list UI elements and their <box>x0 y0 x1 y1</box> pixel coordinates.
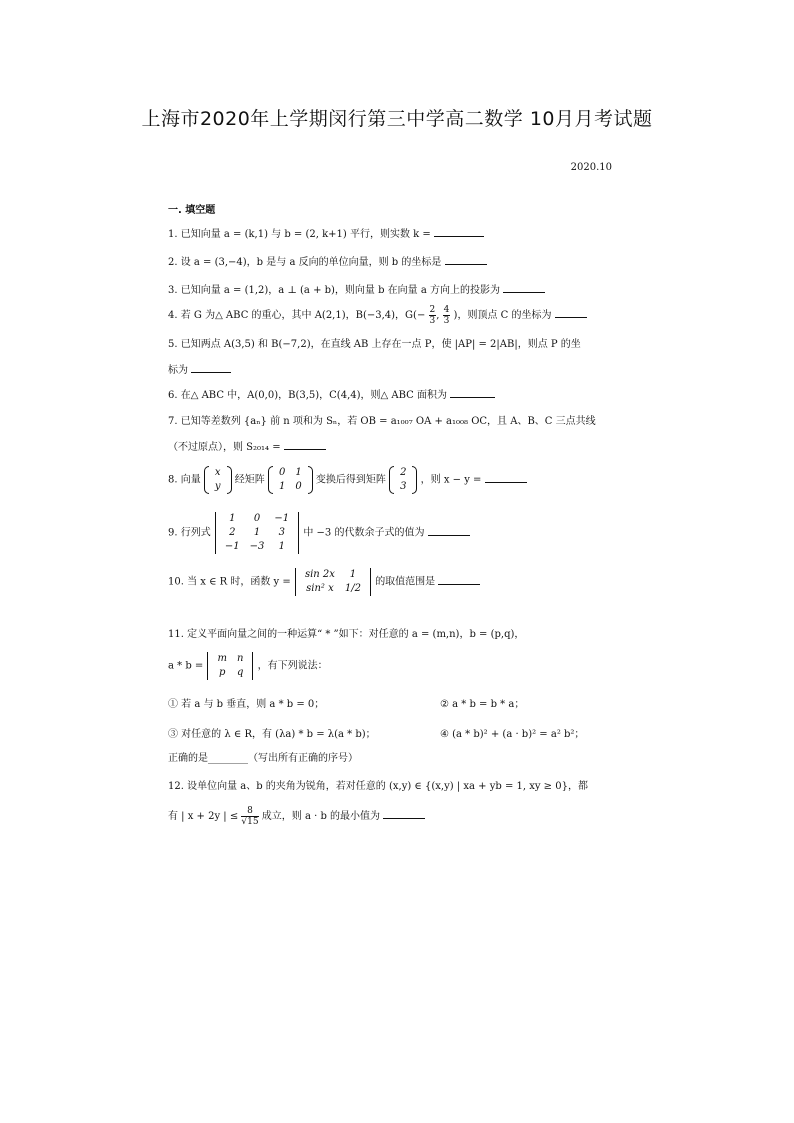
question-10-text-a: 10. 当 x ∈ R 时，函数 y = <box>168 576 291 588</box>
question-9-text-b: 中 −3 的代数余子式的值为 <box>303 527 425 539</box>
question-11-text-a: 11. 定义平面向量之间的一种运算“ * ”如下：对任意的 a = (m,n)，b = (p,q)， <box>168 629 525 640</box>
question-5-cont <box>168 362 231 378</box>
question-12-text-a: 12. 设单位向量 a、b 的夹角为锐角，若对任意的 (x,y) ∈ {(x,y) | xa + yb = 1, xy ≥ 0}，都 <box>168 781 588 792</box>
answer-blank <box>450 387 495 398</box>
question-1 <box>168 226 484 242</box>
answer-blank <box>428 525 470 536</box>
question-6 <box>168 387 495 403</box>
question-11-def <box>168 652 328 680</box>
question-8-text-b: 经矩阵 <box>234 474 265 486</box>
question-11-text-b: a * b = <box>168 660 204 672</box>
question-8-text-c: 变换后得到矩阵 <box>315 474 386 486</box>
answer-blank <box>383 808 425 819</box>
answer-blank <box>503 282 545 293</box>
answer-blank <box>485 472 527 483</box>
question-4: 4. 若 G 为△ ABC 的重心，其中 A(2,1)，B(−3,4)，G(− $\frac{2}{3}$ , $\frac{4}{3}$ )，则顶点 C 的坐标为 <box>168 305 587 326</box>
question-4-text-b: )，则顶点 C 的坐标为 <box>453 310 552 321</box>
question-8 <box>168 466 527 494</box>
question-9-text-a: 9. 行列式 <box>168 527 211 539</box>
option-3: ③ 对任意的 λ ∈ R，有 (λa) * b = λ(a * b)； <box>168 729 376 740</box>
question-12-cont <box>168 806 425 827</box>
answer-blank <box>438 574 480 585</box>
question-2-text: 2. 设 a = (3,−4)，b 是与 a 反向的单位向量，则 b 的坐标是 <box>168 257 442 268</box>
question-3 <box>168 282 545 298</box>
page-title: 上海市2020年上学期闵行第三中学高二数学 10月月考试题 <box>141 108 653 130</box>
question-1-text: 1. 已知向量 a = (k,1) 与 b = (2, k+1) 平行，则实数 k = <box>168 229 431 240</box>
question-11-text-c: ，有下列说法： <box>257 660 328 672</box>
answer-blank <box>555 307 587 318</box>
question-7-text-b: （不过原点），则 S₂₀₁₄ = <box>168 442 281 453</box>
exam-date: 2020.10 <box>570 162 612 173</box>
question-11-answer: 正确的是________（写出所有正确的序号） <box>168 753 358 764</box>
question-11 <box>168 628 524 642</box>
determinant: m n p q <box>206 652 254 680</box>
fraction: $\frac{8}{√15}$ <box>241 806 259 827</box>
determinant: sin 2x 1 sin² x 1/2 <box>294 568 372 596</box>
question-5-text-a: 5. 已知两点 A(3,5) 和 B(−7,2)，在直线 AB 上存在一点 P，使 |AP| = 2|AB|，则点 P 的坐 <box>168 339 581 350</box>
question-2 <box>168 254 487 270</box>
question-12 <box>168 780 588 794</box>
question-5-text-b: 标为 <box>168 365 188 376</box>
fraction: $\frac{2}{3}$ <box>429 305 436 326</box>
question-7-text-a: 7. 已知等差数列 {aₙ} 前 n 项和为 Sₙ，若 OB = a₁₀₀₇ OA + a₁₀₀₈ OC，且 A、B、C 三点共线 <box>168 416 596 427</box>
answer-blank <box>434 226 484 237</box>
option-2: ② a * b = b * a； <box>440 699 525 710</box>
answer-blank <box>445 254 487 265</box>
question-12-text-b: 有 | x + 2y | ≤ <box>168 811 239 822</box>
answer-blank <box>284 439 326 450</box>
section-heading: 一. 填空题 <box>168 205 216 216</box>
fraction: $\frac{4}{3}$ <box>443 305 450 326</box>
option-1: ① 若 a 与 b 垂直，则 a * b = 0； <box>168 699 325 710</box>
question-3-text: 3. 已知向量 a = (1,2)，a ⊥ (a + b)，则向量 b 在向量 a 方向上的投影为 <box>168 285 501 296</box>
question-7 <box>168 415 596 429</box>
option-4: ④ (a * b)² + (a · b)² = a² b²； <box>440 729 585 740</box>
answer-blank <box>191 362 231 373</box>
question-7-cont <box>168 439 326 455</box>
question-12-text-c: 成立，则 a · b 的最小值为 <box>261 811 381 822</box>
question-6-text: 6. 在△ ABC 中，A(0,0)，B(3,5)，C(4,4)，则△ ABC 面积为 <box>168 390 447 401</box>
transform-matrix: 0 1 1 0 <box>268 466 313 494</box>
determinant: 1 0 −1 2 1 3 −1 −3 1 <box>214 512 300 554</box>
result-matrix: 2 3 <box>389 466 417 494</box>
question-4-text-a: 4. 若 G 为△ ABC 的重心，其中 A(2,1)，B(−3,4)，G(− <box>168 310 426 321</box>
column-vector: x y <box>204 466 232 494</box>
question-5 <box>168 338 581 352</box>
question-8-text-a: 8. 向量 <box>168 474 201 486</box>
question-10 <box>168 568 480 596</box>
question-9 <box>168 512 470 554</box>
question-10-text-b: 的取值范围是 <box>375 576 436 588</box>
question-8-text-d: ，则 x − y = <box>420 474 482 486</box>
